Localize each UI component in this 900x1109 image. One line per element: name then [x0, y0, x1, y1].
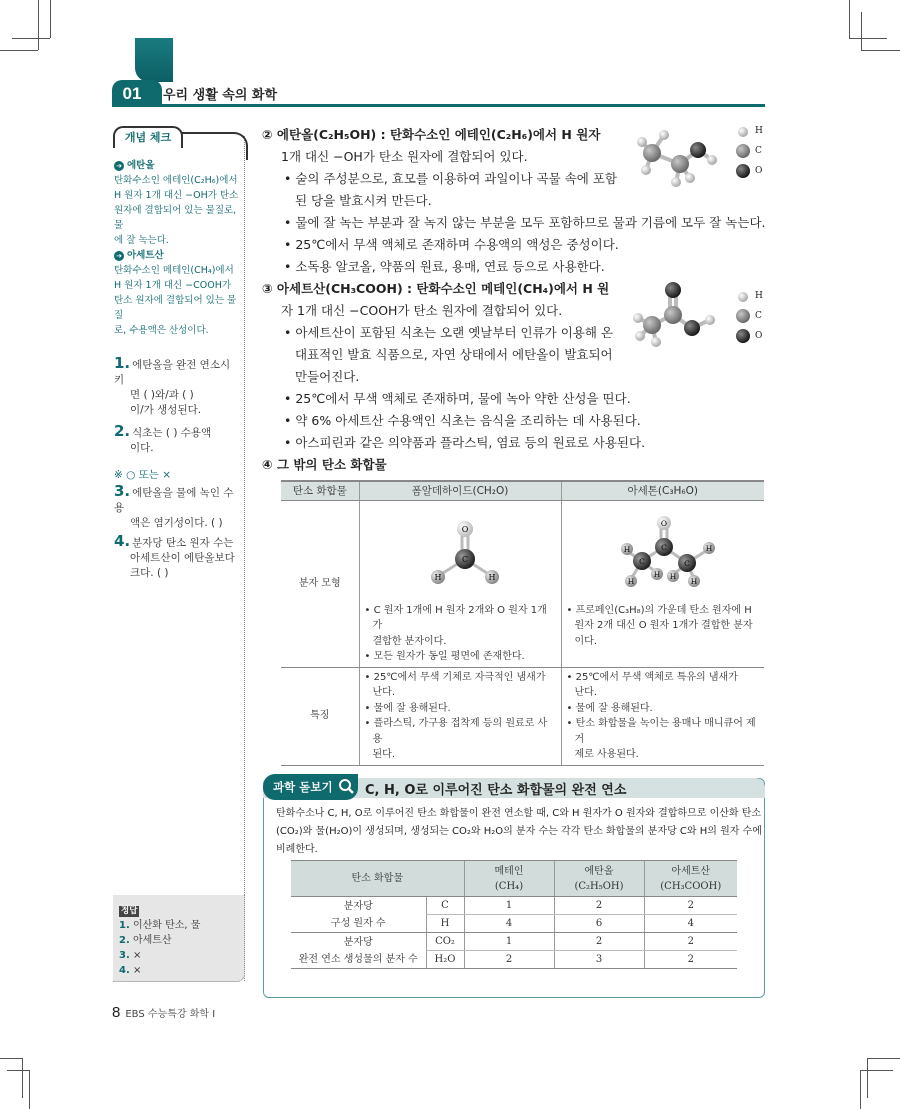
table-row: H₂O 2 3 2 — [291, 951, 737, 969]
page-number: 8 — [112, 1004, 121, 1021]
concept-acetic-acid — [114, 248, 242, 338]
table-row: 분자당 완전 연소 생성물의 분자 수 CO₂ 1 2 2 — [291, 933, 737, 951]
acetone-molecule-model — [567, 503, 757, 603]
ethanol-heading-cont: 1개 대신 −OH가 탄소 원자에 결합되어 있다. — [281, 149, 528, 164]
concept-text-line: 로, 수용액은 산성이다. — [114, 325, 209, 336]
concept-heading: ➔ 아세트산 — [114, 248, 242, 263]
svg-text:H: H — [623, 544, 630, 554]
concept-text-line: 탄소 원자에 결합되어 있는 물질 — [114, 295, 237, 321]
formaldehyde-features-cell: • 25℃에서 무색 기체로 자극적인 냄새가 난다. • 물에 잘 용해된다. • 플라스틱, 가구용 접착제 등의 원료로 사용 된다. — [359, 667, 561, 765]
crop-mark — [12, 38, 50, 39]
concept-text-line: H 원자 1개 대신 −OH가 탄소 — [114, 190, 239, 201]
answer-box — [113, 895, 245, 982]
concept-text-line: 탄화수소인 에테인(C₂H₆)에서 — [114, 175, 238, 186]
ethanol-bullet: • 소독용 알코올, 약품의 원료, 용매, 연료 등으로 사용한다. — [284, 259, 605, 274]
crop-mark — [0, 50, 38, 51]
svg-text:H: H — [669, 571, 676, 581]
table-header: 탄소 화합물 — [281, 481, 359, 500]
svg-text:H: H — [653, 569, 660, 579]
formaldehyde-molecule-model — [365, 503, 555, 603]
acetic-acid-heading: ③ 아세트산(CH₃COOH) : 탄화수소인 메테인(CH₄)에서 H 원 — [262, 281, 610, 296]
crop-mark — [849, 38, 887, 39]
ethanol-bullet: • 물에 잘 녹는 부분과 잘 녹지 않는 부분을 모두 포함하므로 물과 기름에 모두 잘 녹는다. — [284, 215, 766, 230]
svg-text:C: C — [638, 556, 645, 566]
crop-mark — [861, 50, 900, 51]
svg-text:C: C — [683, 558, 690, 568]
quiz-item-1: 1. 에탄올을 완전 연소시키 면 ( )와/과 ( ) 이/가 생성된다. — [114, 354, 231, 416]
svg-text:O: O — [660, 518, 667, 528]
svg-text:C: C — [461, 554, 468, 564]
table-row: H 4 6 4 — [291, 915, 737, 933]
science-paragraph-line: (CO₂)와 물(H₂O)이 생성되며, 생성되는 CO₂와 H₂O의 분자 수는 각각 탄소 화합물의 분자당 C와 H의 원자 수에 — [276, 826, 762, 837]
legend-o: O — [755, 166, 763, 176]
svg-text:H: H — [488, 572, 495, 582]
table-header: 에탄올 (C₂H₅OH) — [554, 861, 644, 897]
answer-item: 1. 이산화 탄소, 물 — [119, 920, 201, 931]
science-paragraph-line: 탄화수소나 C, H, O로 이루어진 탄소 화합물이 완전 연소할 때, C와 H 원자가 O 원자와 결합하므로 이산화 탄소 — [276, 808, 762, 819]
svg-text:H: H — [434, 572, 441, 582]
table-header: 탄소 화합물 — [291, 861, 464, 897]
quiz-item-4: 4. 분자당 탄소 원자 수는 아세트산이 에탄올보다 크다. ( ) — [114, 532, 235, 579]
acetone-model-cell: O C C C H H H H H H • 프로페인(C₃H₈)의 가운데 탄소 원자에 H 원자 2개 대신 O 원자 1개가 결합한 분자 이다. — [561, 500, 764, 667]
crop-mark — [867, 1058, 900, 1059]
table-header: 아세톤(C₃H₆O) — [561, 481, 764, 500]
combustion-table — [291, 860, 737, 969]
concept-text-line: 탄화수소인 메테인(CH₄)에서 — [114, 265, 234, 276]
acetone-features-cell: • 25℃에서 무색 액체로 특유의 냄새가 난다. • 물에 잘 용해된다. • 탄소 화합물을 녹이는 용매나 매니큐어 제거 제로 사용된다. — [561, 667, 764, 765]
answer-item: 2. 아세트산 — [119, 935, 172, 946]
crop-mark — [0, 1058, 22, 1059]
crop-mark — [22, 1058, 23, 1098]
science-box-title: C, H, O로 이루어진 탄소 화합물의 완전 연소 — [365, 783, 627, 798]
svg-text:H: H — [705, 543, 712, 553]
chapter-title: 우리 생활 속의 화학 — [163, 88, 278, 103]
svg-text:H: H — [627, 576, 634, 586]
page-footer — [112, 1004, 215, 1021]
concept-check-tab: 개념 체크 — [113, 126, 183, 148]
ox-note: ※ ○ 또는 × — [114, 469, 172, 481]
quiz-item-2: 2. 식초는 ( ) 수용액 이다. — [114, 422, 212, 454]
chapter-divider — [150, 104, 765, 107]
concept-ethanol — [114, 158, 242, 248]
acetic-acid-bullet: • 아스피린과 같은 의약품과 플라스틱, 염료 등의 원료로 사용된다. — [284, 435, 646, 450]
crop-mark — [861, 12, 862, 50]
ethanol-heading: ② 에탄올(C₂H₅OH) : 탄화수소인 에테인(C₂H₆)에서 H 원자 — [262, 127, 601, 142]
crop-mark — [867, 1058, 868, 1098]
crop-mark — [29, 1070, 30, 1109]
acetic-acid-bullet: • 약 6% 아세트산 수용액인 식초는 음식을 조리하는 데 사용된다. — [284, 413, 641, 428]
concept-heading: ➔ 에탄올 — [114, 158, 242, 173]
concept-text-line: H 원자 1개 대신 −COOH가 — [114, 280, 232, 291]
svg-text:H: H — [690, 576, 697, 586]
ethanol-bullet: • 술의 주성분으로, 효모를 이용하여 과일이나 곡물 속에 포함 — [284, 171, 617, 186]
answer-item: 4. × — [119, 965, 142, 976]
sidebar-corner — [180, 132, 248, 160]
svg-text:O: O — [461, 524, 468, 534]
table-header: 아세트산 (CH₃COOH) — [644, 861, 737, 897]
crop-mark — [860, 1070, 893, 1071]
crop-mark — [849, 0, 850, 38]
crop-mark — [860, 1070, 861, 1109]
legend-c: C — [755, 146, 762, 156]
carbon-compound-table — [281, 480, 764, 766]
crop-mark — [50, 0, 51, 38]
concept-text-line: 원자에 결합되어 있는 물질로, 물 — [114, 205, 237, 231]
book-title: EBS 수능특강 화학 Ⅰ — [125, 1009, 216, 1020]
table-row: 분자당 구성 원자 수 C 1 2 2 — [291, 897, 737, 915]
acetic-acid-bullet: • 25℃에서 무색 액체로 존재하며, 물에 녹아 약한 산성을 띤다. — [284, 391, 631, 406]
arrow-circle-icon: ➔ — [114, 161, 124, 171]
formaldehyde-model-cell: O C H H • C 원자 1개에 H 원자 2개와 O 원자 1개가 결합한 분자이다. • 모든 원자가 동일 평면에 존재한다. — [359, 500, 561, 667]
acetic-acid-bullet-cont: 대표적인 발효 식품으로, 자연 상태에서 에탄올이 발효되어 — [295, 347, 613, 362]
magnifier-icon — [338, 778, 354, 794]
row-label-model: 분자 모형 — [281, 500, 359, 667]
table-header: 폼알데하이드(CH₂O) — [359, 481, 561, 500]
chapter-tab-decoration — [135, 38, 173, 82]
acetic-acid-bullet-cont: 만들어진다. — [295, 369, 360, 384]
acetic-acid-heading-cont: 자 1개 대신 −COOH가 탄소 원자에 결합되어 있다. — [281, 303, 563, 318]
ethanol-molecule-model — [630, 120, 720, 195]
chapter-number: 01 — [112, 80, 152, 107]
arrow-circle-icon: ➔ — [114, 251, 124, 261]
legend-c: C — [755, 311, 762, 321]
legend-h: H — [755, 126, 763, 136]
crop-mark — [38, 12, 39, 50]
quiz-item-3: 3. 에탄올을 물에 녹인 수용 액은 염기성이다. ( ) — [114, 482, 234, 529]
crop-mark — [7, 1070, 29, 1071]
table-header: 메테인 (CH₄) — [464, 861, 554, 897]
acetic-acid-bullet: • 아세트산이 포함된 식초는 오랜 옛날부터 인류가 이용해 온 — [284, 325, 613, 340]
answer-tag: 정답 — [121, 906, 138, 916]
concept-text-line: 에 잘 녹는다. — [114, 235, 169, 246]
acetic-acid-molecule-model — [630, 280, 720, 355]
ethanol-bullet-cont: 된 당을 발효시켜 만든다. — [295, 193, 432, 208]
atom-legend-icons — [733, 290, 753, 345]
answer-item: 3. × — [119, 950, 142, 961]
legend-h: H — [755, 291, 763, 301]
science-focus-tag: 과학 돋보기 — [263, 774, 358, 800]
science-paragraph-line: 비례한다. — [276, 844, 318, 855]
svg-text:C: C — [660, 542, 667, 552]
ethanol-bullet: • 25℃에서 무색 액체로 존재하며 수용액의 액성은 중성이다. — [284, 237, 619, 252]
atom-legend-icons — [733, 125, 753, 180]
other-compounds-heading: ④ 그 밖의 탄소 화합물 — [262, 457, 387, 472]
legend-o: O — [755, 331, 763, 341]
row-label-features: 특징 — [281, 667, 359, 765]
